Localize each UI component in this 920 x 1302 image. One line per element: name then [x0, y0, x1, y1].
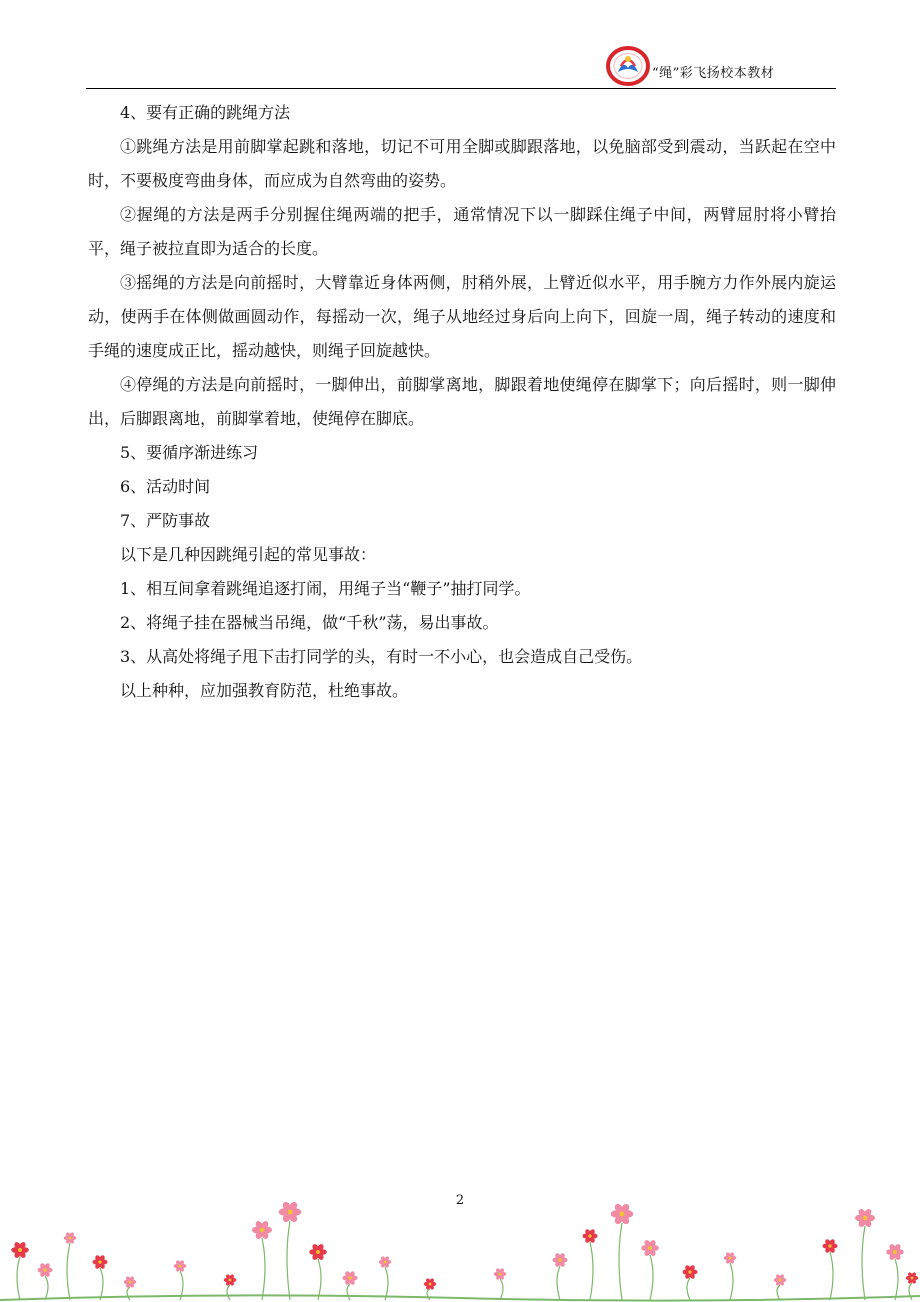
document-body	[88, 96, 836, 708]
body-paragraph: 以下是几种因跳绳引起的常见事故：	[120, 545, 377, 564]
list-item: 1、相互间拿着跳绳追逐打闹，用绳子当“鞭子”抽打同学。	[120, 579, 531, 598]
flower-border-icon	[0, 1200, 920, 1302]
page-header	[86, 40, 836, 89]
body-paragraph: ②握绳的方法是两手分别握住绳两端的把手，通常情况下以一脚踩住绳子中间，两臂屈肘将小臂抬平，绳子被拉直即为适合的长度。	[88, 205, 836, 258]
list-item: 2、将绳子挂在器械当吊绳，做“千秋”荡，易出事故。	[120, 613, 499, 632]
body-paragraph: ③摇绳的方法是向前摇时，大臂靠近身体两侧，肘稍外展，上臂近似水平，用手腕方力作外展内旋运动，使两手在体侧做画圆动作，每摇动一次，绳子从地经过身后向上向下，回旋一周，绳子转动的速度和手绳的速度成正比，摇动越快，则绳子回旋越快。	[88, 273, 836, 360]
body-paragraph: 以上种种，应加强教育防范，杜绝事故。	[120, 681, 409, 700]
list-item: 3、从高处将绳子甩下击打同学的头，有时一不小心，也会造成自己受伤。	[120, 647, 643, 666]
school-logo-icon	[606, 46, 650, 86]
section-heading: 6、活动时间	[120, 477, 211, 496]
page-number: 2	[455, 1193, 465, 1208]
body-paragraph: ①跳绳方法是用前脚掌起跳和落地，切记不可用全脚或脚跟落地，以免脑部受到震动，当跃起在空中时，不要极度弯曲身体，而应成为自然弯曲的姿势。	[88, 137, 836, 190]
section-heading: 5、要循序渐进练习	[120, 443, 259, 462]
body-paragraph: ④停绳的方法是向前摇时，一脚伸出，前脚掌离地，脚跟着地使绳停在脚掌下；向后摇时，则一脚伸出，后脚跟离地，前脚掌着地，使绳停在脚底。	[88, 375, 836, 428]
header-title: “绳”彩飞扬校本教材	[652, 66, 775, 81]
section-heading: 4、要有正确的跳绳方法	[120, 103, 291, 122]
section-heading: 7、严防事故	[120, 511, 211, 530]
